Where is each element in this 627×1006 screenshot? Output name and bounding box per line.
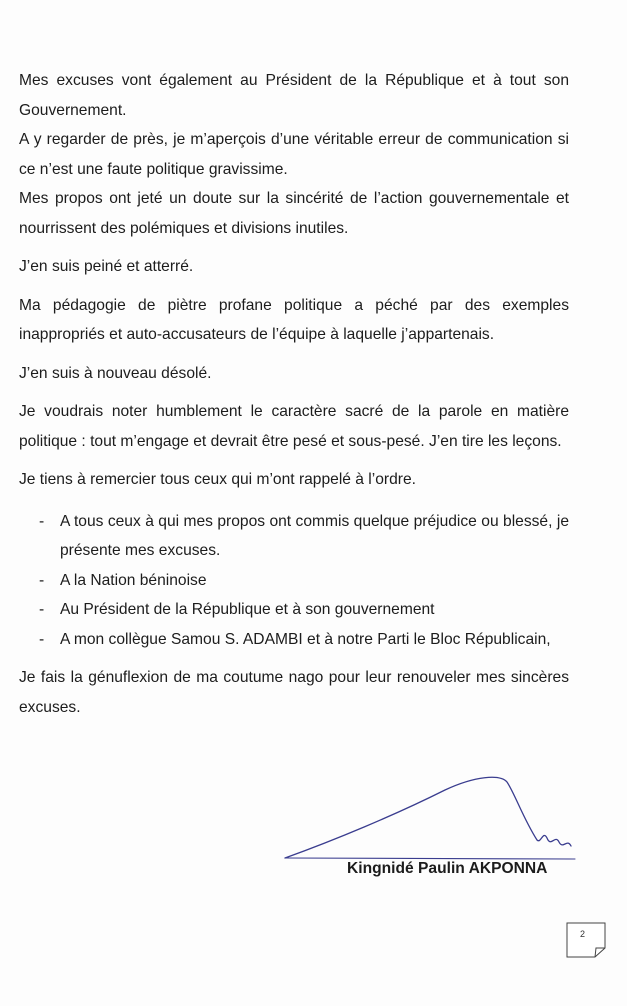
apology-list [19, 507, 569, 655]
paragraph-genuflexion: Je fais la génuflexion de ma coutume nago pour leur renouveler mes sincères excuses. [19, 669, 569, 716]
signer-name: Kingnidé Paulin AKPONNA [347, 860, 548, 877]
list-item-text: Au Président de la République et à son gouvernement [60, 601, 435, 618]
paragraph-erreur-communication: A y regarder de près, je m’aperçois d’une véritable erreur de communication si ce n’est une faute politique gravissime. [19, 131, 569, 178]
bullet-dash: - [39, 571, 45, 589]
page-number-box [566, 922, 606, 958]
list-item [19, 625, 569, 655]
paragraph-pedagogie: Ma pédagogie de piètre profane politique a péché par des exemples inappropriés et auto-accusateurs de l’équipe à laquelle j’appartenais. [19, 296, 569, 343]
list-item [19, 507, 569, 566]
paragraph-desole: J’en suis à nouveau désolé. [19, 364, 212, 382]
bullet-dash: - [39, 601, 45, 618]
bullet-dash: - [39, 630, 45, 648]
list-item [19, 566, 569, 596]
bullet-dash: - [39, 512, 45, 530]
paragraph-excuses-president: Mes excuses vont également au Président de la République et à tout son Gouvernement. [19, 72, 569, 119]
list-item-text: A mon collègue Samou S. ADAMBI et à notre Parti le Bloc Républicain, [60, 630, 551, 648]
letter-body [19, 66, 569, 722]
page-number: 2 [580, 929, 586, 939]
paragraph-doute-sincerite: Mes propos ont jeté un doute sur la sincérité de l’action gouvernementale et nourrissent des polémiques et divisions inutiles. [19, 190, 569, 237]
paragraph-remerciements: Je tiens à remercier tous ceux qui m’ont rappelé à l’ordre. [19, 471, 416, 488]
paragraph-peine: J’en suis peiné et atterré. [19, 258, 194, 275]
list-item [19, 595, 569, 625]
paragraph-parole-sacree: Je voudrais noter humblement le caractère sacré de la parole en matière politique : tout m’engage et devrait être pesé et sous-pesé. J’en tire les leçons. [19, 403, 569, 450]
list-item-text: A la Nation béninoise [60, 571, 207, 589]
handwritten-signature [275, 770, 585, 870]
list-item-text: A tous ceux à qui mes propos ont commis quelque préjudice ou blessé, je présente mes excuses. [60, 512, 569, 559]
